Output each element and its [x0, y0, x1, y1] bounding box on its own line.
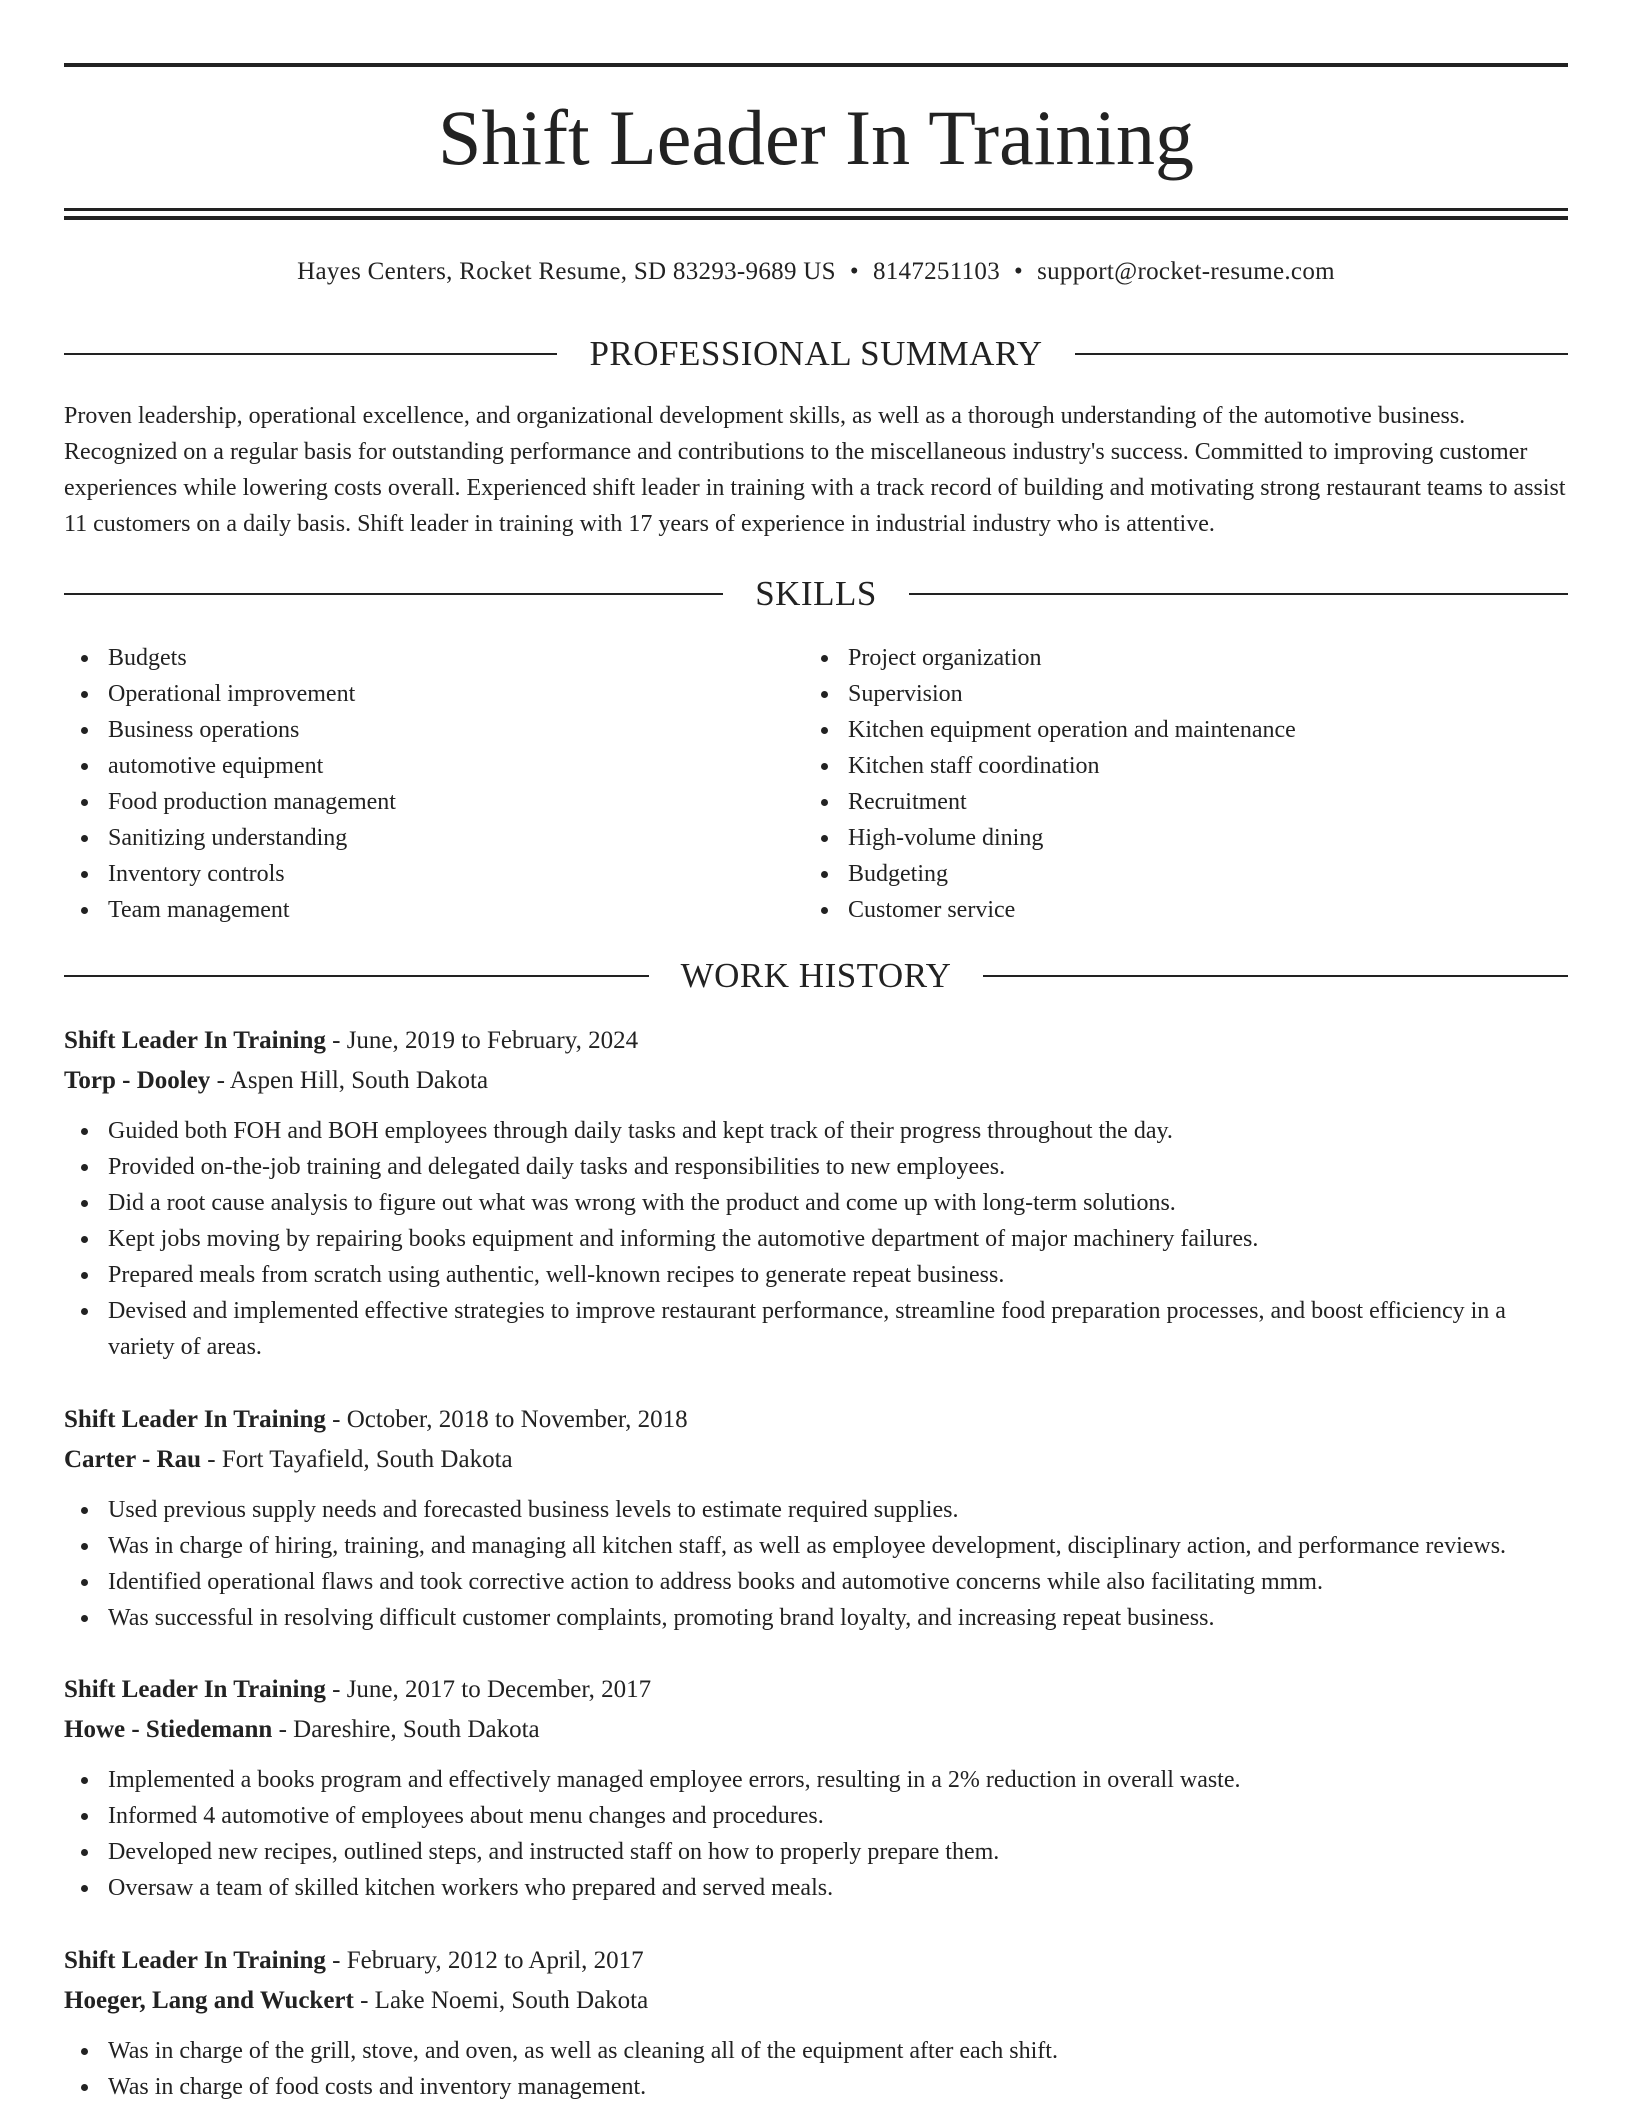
skill-item: Business operations: [108, 712, 804, 748]
job-bullet: Implemented a books program and effectively managed employee errors, resulting in a 2% reduction in overall waste.: [108, 1762, 1568, 1798]
heading-rule-left: [64, 975, 649, 977]
top-rule: [64, 63, 1568, 67]
job-dates: - June, 2017 to December, 2017: [332, 1676, 652, 1703]
skill-item: Supervision: [848, 676, 1544, 712]
job-company-line: [64, 1440, 1568, 1480]
resume-name: Shift Leader In Training: [437, 94, 1195, 181]
job-title: Shift Leader In Training: [64, 1947, 326, 1974]
job-bullet: Oversaw a team of skilled kitchen workers who prepared and served meals.: [108, 1870, 1568, 1906]
skill-item: Kitchen staff coordination: [848, 748, 1544, 784]
job-bullet: Was in charge of the grill, stove, and oven, as well as cleaning all of the equipment after each shift.: [108, 2033, 1568, 2069]
job-bullet: Was successful in resolving difficult customer complaints, promoting brand loyalty, and increasing repeat business.: [108, 1600, 1568, 1636]
skill-item: Food production management: [108, 784, 804, 820]
contact-separator: •: [1014, 258, 1024, 285]
job-company: Hoeger, Lang and Wuckert: [64, 1987, 354, 2014]
job-location: - Lake Noemi, South Dakota: [360, 1987, 649, 2014]
job-bullet: Identified operational flaws and took corrective action to address books and automotive concerns while also facilitating mmm.: [108, 1564, 1568, 1600]
job-bullet: Prepared meals from scratch using authentic, well-known recipes to generate repeat business.: [108, 1257, 1568, 1293]
job-dates: - October, 2018 to November, 2018: [332, 1406, 688, 1433]
skills-list: [64, 640, 1568, 928]
job-title-line: [64, 1021, 1568, 1061]
skill-item: Kitchen equipment operation and maintenance: [848, 712, 1544, 748]
heading-rule-right: [983, 975, 1568, 977]
summary-text: Proven leadership, operational excellence, and organizational development skills, as well as a thorough understanding of the automotive business. Recognized on a regular basis for outstanding performance and contributions to the miscellaneous industry's success. Committed to improving customer experiences while lowering costs overall. Experienced shift leader in training with a track record of building and motivating strong restaurant teams to assist 11 customers on a daily basis. Shift leader in training with 17 years of experience in industrial industry who is attentive.: [64, 403, 1566, 537]
work-history-heading-title: WORK HISTORY: [680, 956, 952, 995]
heading-rule-left: [64, 593, 723, 595]
job-bullet: Provided on-the-job training and delegated daily tasks and responsibilities to new employees.: [108, 1149, 1568, 1185]
job-company: Torp - Dooley: [64, 1067, 211, 1094]
skill-item: Operational improvement: [108, 676, 804, 712]
skills-heading: [64, 572, 1568, 616]
job-location: - Fort Tayafield, South Dakota: [207, 1446, 513, 1473]
job-company-line: [64, 1061, 1568, 1101]
job-bullet: Guided both FOH and BOH employees through daily tasks and kept track of their progress throughout the day.: [108, 1113, 1568, 1149]
job-title-line: [64, 1400, 1568, 1440]
contact-separator: •: [849, 258, 859, 285]
job-title: Shift Leader In Training: [64, 1406, 326, 1433]
work-history-heading: [64, 954, 1568, 998]
job-title: Shift Leader In Training: [64, 1027, 326, 1054]
skills-column-right: [804, 640, 1544, 928]
job-bullets: [64, 2033, 1568, 2105]
skill-item: High-volume dining: [848, 820, 1544, 856]
job-title-line: [64, 1941, 1568, 1981]
heading-rule-left: [64, 353, 557, 355]
job-dates: - June, 2019 to February, 2024: [332, 1027, 639, 1054]
skill-item: Inventory controls: [108, 856, 804, 892]
heading-rule-right: [1075, 353, 1568, 355]
job-bullets: [64, 1492, 1568, 1636]
job-bullet: Devised and implemented effective strategies to improve restaurant performance, streamline food preparation processes, and boost efficiency in a variety of areas.: [108, 1293, 1568, 1365]
contact-phone: 8147251103: [872, 258, 1001, 285]
job-bullet: Used previous supply needs and forecasted business levels to estimate required supplies.: [108, 1492, 1568, 1528]
skill-item: Team management: [108, 892, 804, 928]
job-company: Howe - Stiedemann: [64, 1716, 273, 1743]
job-bullet: Developed new recipes, outlined steps, and instructed staff on how to properly prepare them.: [108, 1834, 1568, 1870]
skill-item: Project organization: [848, 640, 1544, 676]
skill-item: Recruitment: [848, 784, 1544, 820]
skill-item: Budgets: [108, 640, 804, 676]
job-dates: - February, 2012 to April, 2017: [332, 1947, 644, 1974]
job-title: Shift Leader In Training: [64, 1676, 326, 1703]
skills-column-left: [64, 640, 804, 928]
job-location: - Aspen Hill, South Dakota: [216, 1067, 489, 1094]
job-company-line: [64, 1981, 1568, 2021]
header-rule-lower: [64, 216, 1568, 220]
job-bullets: [64, 1113, 1568, 1365]
job-company-line: [64, 1710, 1568, 1750]
summary-heading-title: PROFESSIONAL SUMMARY: [589, 334, 1043, 373]
contact-line: [64, 254, 1568, 290]
job-company: Carter - Rau: [64, 1446, 201, 1473]
job-entry: [64, 1400, 1568, 1636]
job-bullet: Did a root cause analysis to figure out what was wrong with the product and come up with long-term solutions.: [108, 1185, 1568, 1221]
job-location: - Dareshire, South Dakota: [278, 1716, 540, 1743]
skills-heading-title: SKILLS: [755, 574, 877, 613]
contact-address: Hayes Centers, Rocket Resume, SD 83293-9689 US: [297, 258, 836, 285]
job-bullet: Kept jobs moving by repairing books equipment and informing the automotive department of major machinery failures.: [108, 1221, 1568, 1257]
skill-item: automotive equipment: [108, 748, 804, 784]
job-title-line: [64, 1670, 1568, 1710]
summary-heading: [64, 332, 1568, 376]
skill-item: Customer service: [848, 892, 1544, 928]
job-bullets: [64, 1762, 1568, 1906]
skill-item: Budgeting: [848, 856, 1544, 892]
job-bullet: Informed 4 automotive of employees about menu changes and procedures.: [108, 1798, 1568, 1834]
header-rule-upper: [64, 208, 1568, 211]
job-bullet: Was in charge of food costs and inventory management.: [108, 2069, 1568, 2105]
job-entry: [64, 1941, 1568, 2105]
job-bullet: Was in charge of hiring, training, and managing all kitchen staff, as well as employee development, disciplinary action, and performance reviews.: [108, 1528, 1568, 1564]
contact-email: support@rocket-resume.com: [1037, 258, 1335, 285]
heading-rule-right: [909, 593, 1568, 595]
skill-item: Sanitizing understanding: [108, 820, 804, 856]
job-entry: [64, 1021, 1568, 1365]
job-entry: [64, 1670, 1568, 1906]
